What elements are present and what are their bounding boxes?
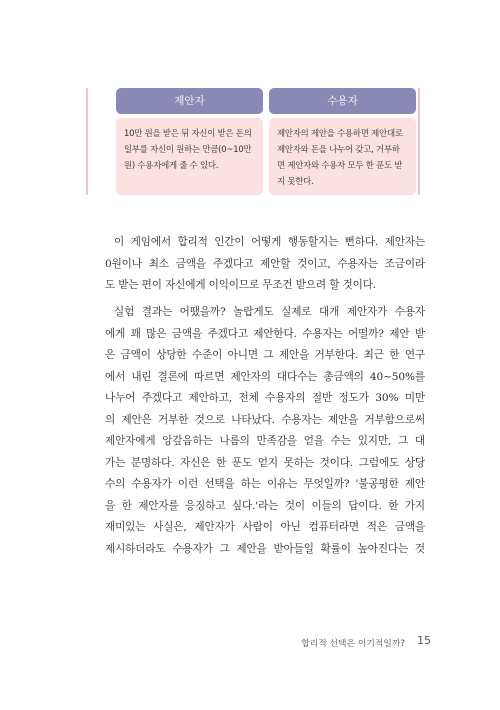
body-text <box>105 232 425 560</box>
paragraph-line: 제안자에게 앙갚음하는 나름의 만족감을 얻을 수는 있지만, 그 대 <box>105 435 425 447</box>
proposer-column <box>116 88 263 195</box>
paragraph-line: 도 받는 편이 자신에게 이익이므로 무조건 받으려 할 것이다. <box>105 279 376 291</box>
responder-line: 면 제안자와 수용자 모두 한 푼도 받 <box>277 160 403 170</box>
paragraph-line: 제시하더라도 수용자가 그 제안을 받아들일 확률이 높아진다는 것 <box>105 542 425 555</box>
paragraph-line: 은 금액이 상당한 수준이 아니면 그 제안을 거부한다. 최근 한 연구 <box>105 349 425 361</box>
game-rules-table <box>116 88 416 195</box>
paragraph-line: 나누어 주겠다고 제안하고, 전체 수용자의 절반 정도가 30% 미만 <box>105 392 425 404</box>
left-margin-rule <box>86 88 88 195</box>
paragraph-line: 의 제안은 거부한 것으로 나타났다. 수용자는 제안을 거부함으로써 <box>105 413 425 426</box>
running-title: 합리적 선택은 이기적일까? <box>301 639 405 649</box>
responder-column <box>269 88 416 195</box>
paragraph-line: 에게 꽤 많은 금액을 주겠다고 제안한다. 수용자는 어떨까? 제안 받 <box>105 327 425 340</box>
paragraph-line: 가는 분명하다. 자신은 한 푼도 얻지 못하는 것이다. 그럼에도 상당 <box>105 456 425 469</box>
responder-line: 지 못한다. <box>277 176 314 186</box>
paragraph-line: 실험 결과는 어땠을까? 놀랍게도 실제로 대개 제안자가 수용자 <box>114 306 425 318</box>
proposer-line: 10만 원을 받은 뒤 자신이 받은 돈의 <box>124 128 252 138</box>
responder-header: 수용자 <box>269 88 416 114</box>
responder-description <box>269 118 416 195</box>
paragraph-line: 을 한 제안자를 응징하고 싶다.'라는 것이 이들의 답이다. 한 가지 <box>105 499 425 512</box>
responder-line: 제안자와 돈을 나누어 갖고, 거부하 <box>277 144 400 154</box>
right-margin-rule <box>418 88 420 195</box>
proposer-header: 제안자 <box>116 88 263 114</box>
proposer-line: 원) 수용자에게 줄 수 있다. <box>124 160 219 170</box>
proposer-description <box>116 118 263 195</box>
page-number: 15 <box>417 634 431 647</box>
paragraph-line: 재미있는 사실은, 제안자가 사람이 아닌 컴퓨터라면 적은 금액을 <box>105 521 425 533</box>
proposer-line: 일부를 자신이 원하는 만큼(0~10만 <box>124 144 252 154</box>
paragraph-line: 0원이나 최소 금액을 주겠다고 제안할 것이고, 수용자는 조금이라 <box>105 257 425 270</box>
page-footer <box>0 634 500 652</box>
responder-line: 제안자의 제안을 수용하면 제안대로 <box>277 128 403 138</box>
paragraph-line: 이 게임에서 합리적 인간이 어떻게 행동할지는 뻔하다. 제안자는 <box>114 236 425 248</box>
paragraph-line: 에서 내린 결론에 따르면 제안자의 대다수는 총금액의 40~50%를 <box>105 370 425 383</box>
paragraph-line: 수의 수용자가 이런 선택을 하는 이유는 무엇일까? '불공평한 제안 <box>105 478 425 490</box>
